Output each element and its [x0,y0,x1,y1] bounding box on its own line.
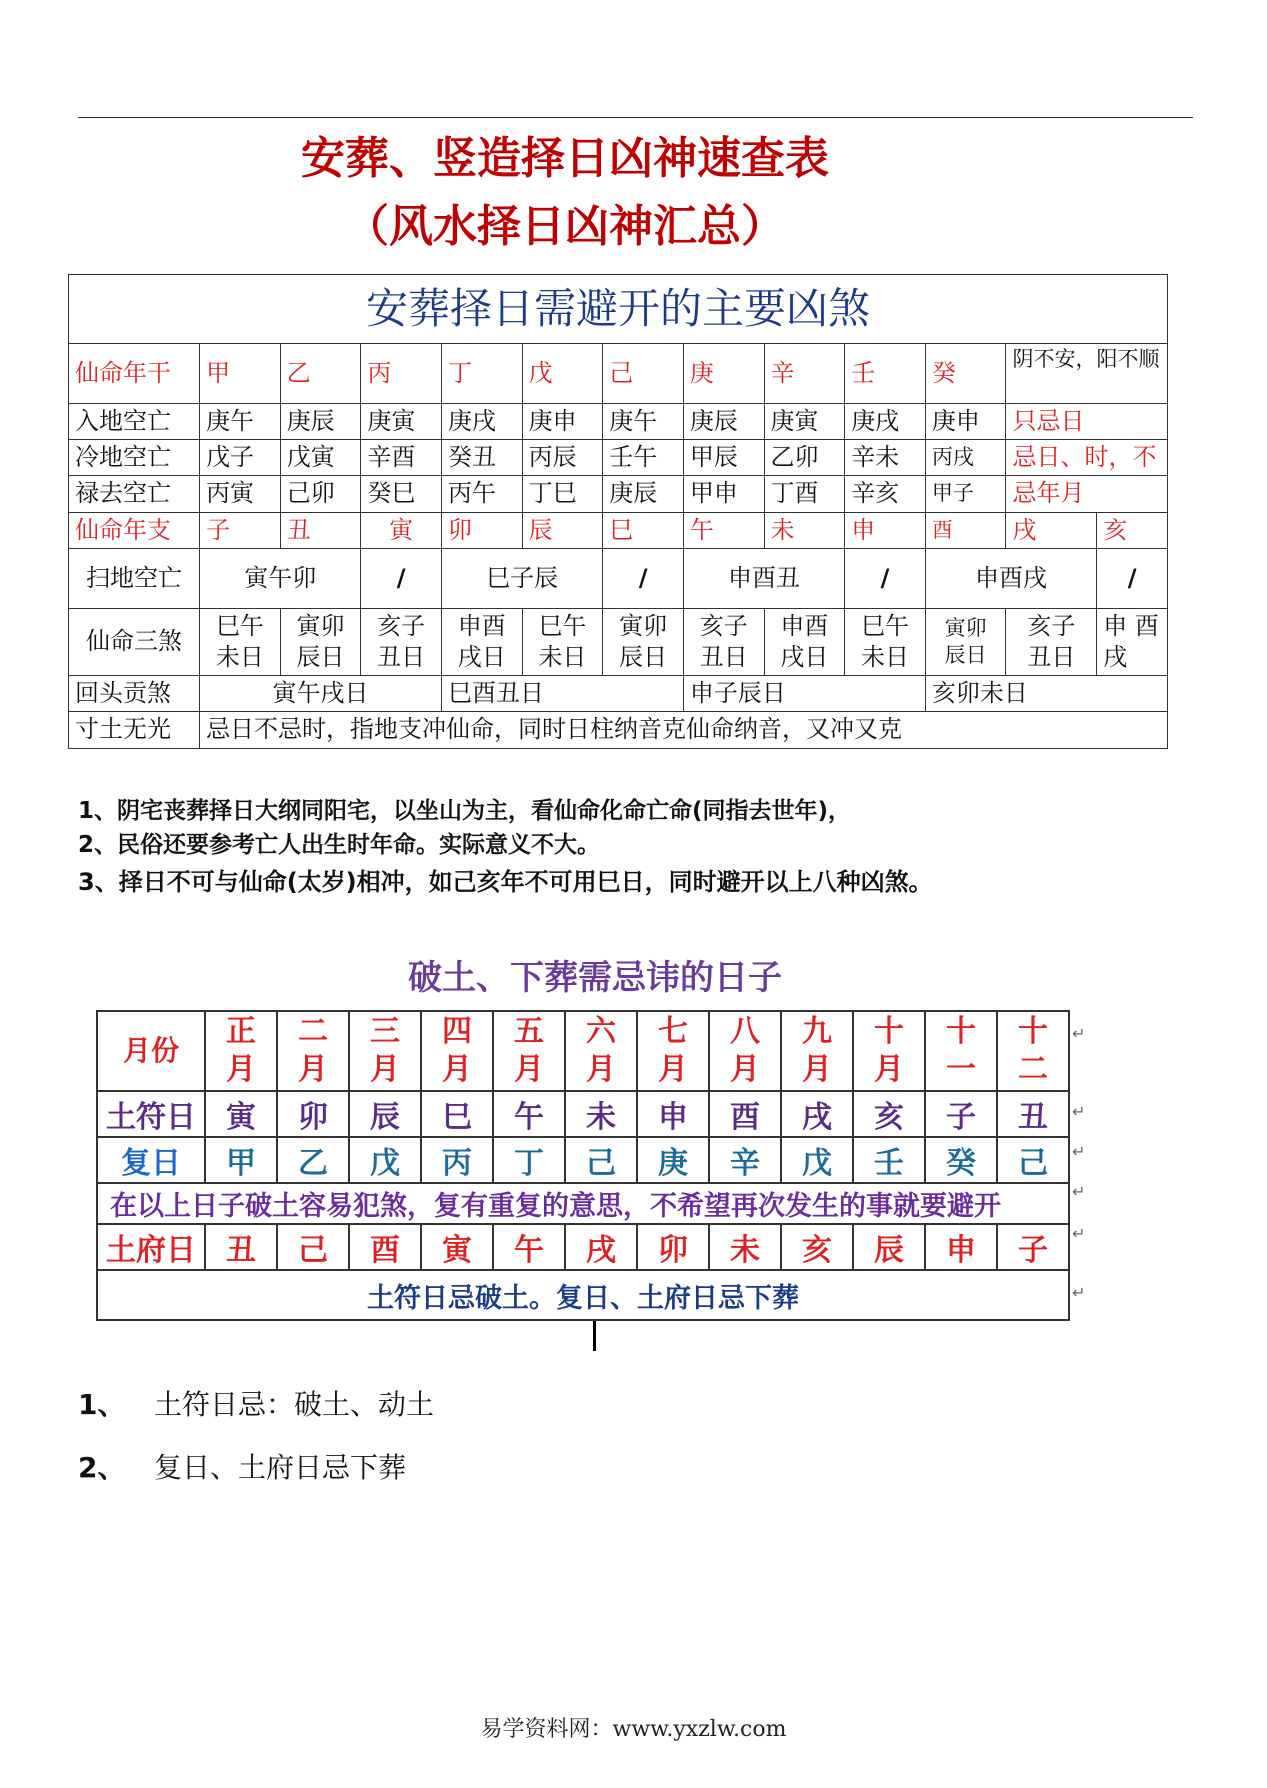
branch-cell: 午 [683,512,764,548]
tufu2-cell: 未 [709,1224,781,1270]
month-bottom: 月 [370,1052,400,1087]
sansha-bottom: 辰日 [296,642,345,671]
warning-banner: 在以上日子破土容易犯煞，复有重复的意思，不希望再次发生的事就要避开 [97,1183,1069,1224]
month-cell [781,1011,853,1091]
cell: 庚戌 [845,404,926,440]
fu-cell: 戊 [781,1137,853,1183]
row-label: 扫地空亡 [69,548,200,608]
month-bottom: 月 [730,1052,760,1087]
month-bottom: 月 [586,1052,616,1087]
fu-cell: 壬 [853,1137,925,1183]
cell: 甲子 [925,476,1006,512]
row-note: 只忌日 [1006,404,1168,440]
saodi-cell: 寅午卯 [200,548,361,608]
sansha-cell [280,608,361,675]
tufu-cell: 卯 [277,1091,349,1137]
fu-cell: 辛 [709,1137,781,1183]
cell: 庚辰 [683,404,764,440]
row-label: 禄去空亡 [69,476,200,512]
tufu2-cell: 辰 [853,1224,925,1270]
tufu-cell: 午 [493,1091,565,1137]
fu-cell: 丁 [493,1137,565,1183]
month-bottom: 月 [226,1052,256,1087]
tufu-cell: 戌 [781,1091,853,1137]
cuntu-text: 忌日不忌时，指地支冲仙命，同时日柱纳音克仙命纳音，又冲又克 [200,712,1168,748]
cell: 庚戌 [441,404,522,440]
row-label: 土府日 [97,1224,205,1270]
saodi-cell: 申酉丑 [683,548,844,608]
sansha-bottom: 丑日 [699,642,748,671]
sansha-cell [764,608,845,675]
return-mark-icon: ↵ [1072,1224,1086,1243]
month-cell [853,1011,925,1091]
month-top: 五 [514,1014,544,1049]
month-cell [925,1011,997,1091]
fu-cell: 己 [997,1137,1069,1183]
tufu-cell: 酉 [709,1091,781,1137]
row-label: 冷地空亡 [69,440,200,476]
footer-site[interactable]: 易学资料网：www.yxzlw.com [480,1717,787,1742]
sansha-cell [1006,608,1097,675]
page-subtitle: （风水择日凶神汇总） [345,201,785,252]
month-top: 七 [658,1014,688,1049]
cell: 壬午 [603,440,684,476]
cell: 丁酉 [764,476,845,512]
cell: 丙寅 [200,476,281,512]
month-label: 月份 [97,1011,205,1091]
return-mark-icon: ↵ [1072,1142,1086,1161]
month-cell [493,1011,565,1091]
stem-cell: 戊 [522,344,603,404]
month-bottom: 月 [298,1052,328,1087]
sansha-bottom: 戌 [1103,642,1128,671]
sansha-top: 巳午 [538,611,587,640]
month-top: 二 [298,1014,328,1049]
sansha-top: 申 酉 [1103,611,1159,640]
row-label: 寸土无光 [69,712,200,748]
month-top: 八 [730,1014,760,1049]
month-cell [565,1011,637,1091]
stem-cell: 己 [603,344,684,404]
sansha-top: 寅卯 [619,611,668,640]
month-bottom: 月 [442,1052,472,1087]
saodi-cell: 巳子辰 [441,548,602,608]
month-cell [997,1011,1069,1091]
sansha-top: 亥子 [377,611,426,640]
sansha-bottom: 戌日 [457,642,506,671]
month-bottom: 一 [946,1052,976,1087]
sansha-top: 寅卯 [296,611,345,640]
return-mark-icon: ↵ [1072,1182,1086,1201]
row-note: 忌日、时，不 [1006,440,1168,476]
month-bottom: 月 [514,1052,544,1087]
row-label: 仙命年支 [69,512,200,548]
month-top: 六 [586,1014,616,1049]
month-bottom: 月 [802,1052,832,1087]
month-top: 正 [226,1014,256,1049]
sansha-bottom: 未日 [538,642,587,671]
branch-cell: 巳 [603,512,684,548]
fu-cell: 癸 [925,1137,997,1183]
month-cell [421,1011,493,1091]
month-top: 九 [802,1014,832,1049]
bullet-1 [78,1383,434,1423]
cell: 庚辰 [603,476,684,512]
note-2: 2、民俗还要参考亡人出生时年命。实际意义不大。 [78,832,601,858]
month-top: 十 [874,1014,904,1049]
month-bottom: 二 [1018,1052,1048,1087]
month-bottom: 月 [658,1052,688,1087]
sansha-cell [683,608,764,675]
row-label: 仙命三煞 [69,608,200,675]
cell: 甲辰 [683,440,764,476]
branch-cell: 卯 [441,512,522,548]
tufu2-cell: 午 [493,1224,565,1270]
cell: 己卯 [280,476,361,512]
fu-cell: 丙 [421,1137,493,1183]
sansha-bottom: 未日 [861,642,909,671]
fu-cell: 甲 [205,1137,277,1183]
row-label: 回头贡煞 [69,676,200,712]
stem-cell: 癸 [925,344,1006,404]
table-header: 安葬择日需避开的主要凶煞 [69,275,1168,344]
fu-cell: 庚 [637,1137,709,1183]
row-label: 复日 [97,1137,205,1183]
top-rule [78,117,1193,118]
cell: 癸丑 [441,440,522,476]
sansha-cell [200,608,281,675]
cell: 丙戌 [925,440,1006,476]
note-1: 1、阴宅丧葬择日大纲同阳宅，以坐山为主，看仙命化命亡命(同指去世年)， [78,798,852,824]
sansha-cell [522,608,603,675]
tufu-cell: 申 [637,1091,709,1137]
cell: 丁巳 [522,476,603,512]
row-label: 仙命年干 [69,344,200,404]
month-top: 十 [946,1014,976,1049]
tufu2-cell: 己 [277,1224,349,1270]
sansha-top: 申酉 [457,611,506,640]
sansha-top: 巳午 [215,611,264,640]
tufu2-cell: 卯 [637,1224,709,1270]
saodi-cell: / [845,548,926,608]
month-bottom: 月 [874,1052,904,1087]
branch-cell: 辰 [522,512,603,548]
tufu2-cell: 寅 [421,1224,493,1270]
cell: 庚寅 [764,404,845,440]
sansha-bottom: 辰日 [944,642,987,667]
cell: 癸巳 [361,476,442,512]
cell: 庚午 [603,404,684,440]
stem-cell: 乙 [280,344,361,404]
row-note: 忌年月 [1006,476,1168,512]
sansha-cell [845,608,926,675]
sansha-top: 亥子 [699,611,748,640]
sansha-bottom: 未日 [215,642,264,671]
text-cursor-icon [593,1321,596,1351]
cell: 辛未 [845,440,926,476]
bullet-num: 1、 [78,1388,126,1421]
month-cell [637,1011,709,1091]
sansha-cell [603,608,684,675]
note-3: 3、择日不可与仙命(太岁)相冲，如己亥年不可用巳日，同时避开以上八种凶煞。 [78,868,933,896]
month-cell [277,1011,349,1091]
tufu-cell: 丑 [997,1091,1069,1137]
tufu-cell: 巳 [421,1091,493,1137]
sansha-top: 寅卯 [944,615,987,640]
cell: 庚辰 [280,404,361,440]
stem-cell: 辛 [764,344,845,404]
cell: 丙午 [441,476,522,512]
main-table [68,274,1168,749]
burial-table [96,1010,1070,1321]
saodi-cell: / [1097,548,1168,608]
month-cell [709,1011,781,1091]
cell: 庚寅 [361,404,442,440]
bullet-text: 土符日忌：破土、动土 [154,1388,435,1421]
tufu-cell: 未 [565,1091,637,1137]
cell: 丙辰 [522,440,603,476]
stem-cell: 丁 [441,344,522,404]
sansha-bottom: 丑日 [377,642,426,671]
fu-cell: 乙 [277,1137,349,1183]
sansha-top: 巳午 [861,611,909,640]
row-label: 土符日 [97,1091,205,1137]
month-top: 十 [1018,1014,1048,1049]
stem-cell: 庚 [683,344,764,404]
fu-cell: 己 [565,1137,637,1183]
tufu-cell: 子 [925,1091,997,1137]
tufu2-cell: 亥 [781,1224,853,1270]
cell: 戊寅 [280,440,361,476]
cell: 甲申 [683,476,764,512]
fu-cell: 戊 [349,1137,421,1183]
tufu-cell: 寅 [205,1091,277,1137]
huitou-cell: 申子辰日 [683,676,925,712]
stems-note: 阴不安，阳不顺 [1006,344,1168,404]
return-mark-icon: ↵ [1072,1283,1086,1302]
cell: 乙卯 [764,440,845,476]
cell: 庚午 [200,404,281,440]
tufu2-cell: 申 [925,1224,997,1270]
bullet-text: 复日、土府日忌下葬 [154,1451,407,1484]
stem-cell: 丙 [361,344,442,404]
huitou-cell: 寅午戌日 [200,676,442,712]
huitou-cell: 亥卯未日 [925,676,1167,712]
branch-cell: 亥 [1097,512,1168,548]
branch-cell: 寅 [361,512,442,548]
tufu2-cell: 子 [997,1224,1069,1270]
cell: 辛亥 [845,476,926,512]
sansha-cell [441,608,522,675]
branch-cell: 丑 [280,512,361,548]
sansha-top: 申酉 [780,611,829,640]
tufu-cell: 辰 [349,1091,421,1137]
bullet-num: 2、 [78,1451,126,1484]
month-cell [349,1011,421,1091]
cell: 庚申 [925,404,1006,440]
branch-cell: 戌 [1006,512,1097,548]
return-mark-icon: ↵ [1072,1024,1086,1043]
tufu2-cell: 戌 [565,1224,637,1270]
summary-row: 土符日忌破土。复日、土府日忌下葬 [97,1270,1069,1320]
saodi-cell: / [361,548,442,608]
sansha-cell [361,608,442,675]
sansha-bottom: 丑日 [1027,642,1076,671]
branch-cell: 申 [845,512,926,548]
saodi-cell: 申酉戌 [925,548,1096,608]
bullet-2 [78,1446,406,1486]
month-top: 四 [442,1014,472,1049]
branch-cell: 未 [764,512,845,548]
stem-cell: 壬 [845,344,926,404]
branch-cell: 子 [200,512,281,548]
cell: 辛酉 [361,440,442,476]
return-mark-icon: ↵ [1072,1102,1086,1121]
branch-cell: 酉 [925,512,1006,548]
row-label: 入地空亡 [69,404,200,440]
stem-cell: 甲 [200,344,281,404]
page-title: 安葬、竖造择日凶神速查表 [301,133,829,184]
saodi-cell: / [603,548,684,608]
cell: 庚申 [522,404,603,440]
month-cell [205,1011,277,1091]
sansha-cell [1097,608,1168,675]
sansha-bottom: 辰日 [619,642,668,671]
tufu-cell: 亥 [853,1091,925,1137]
tufu2-cell: 酉 [349,1224,421,1270]
sansha-bottom: 戌日 [780,642,829,671]
month-top: 三 [370,1014,400,1049]
sansha-top: 亥子 [1027,611,1076,640]
cell: 戊子 [200,440,281,476]
section-title: 破土、下葬需忌讳的日子 [408,958,782,998]
tufu2-cell: 丑 [205,1224,277,1270]
sansha-cell [925,608,1006,675]
huitou-cell: 巳酉丑日 [441,676,683,712]
